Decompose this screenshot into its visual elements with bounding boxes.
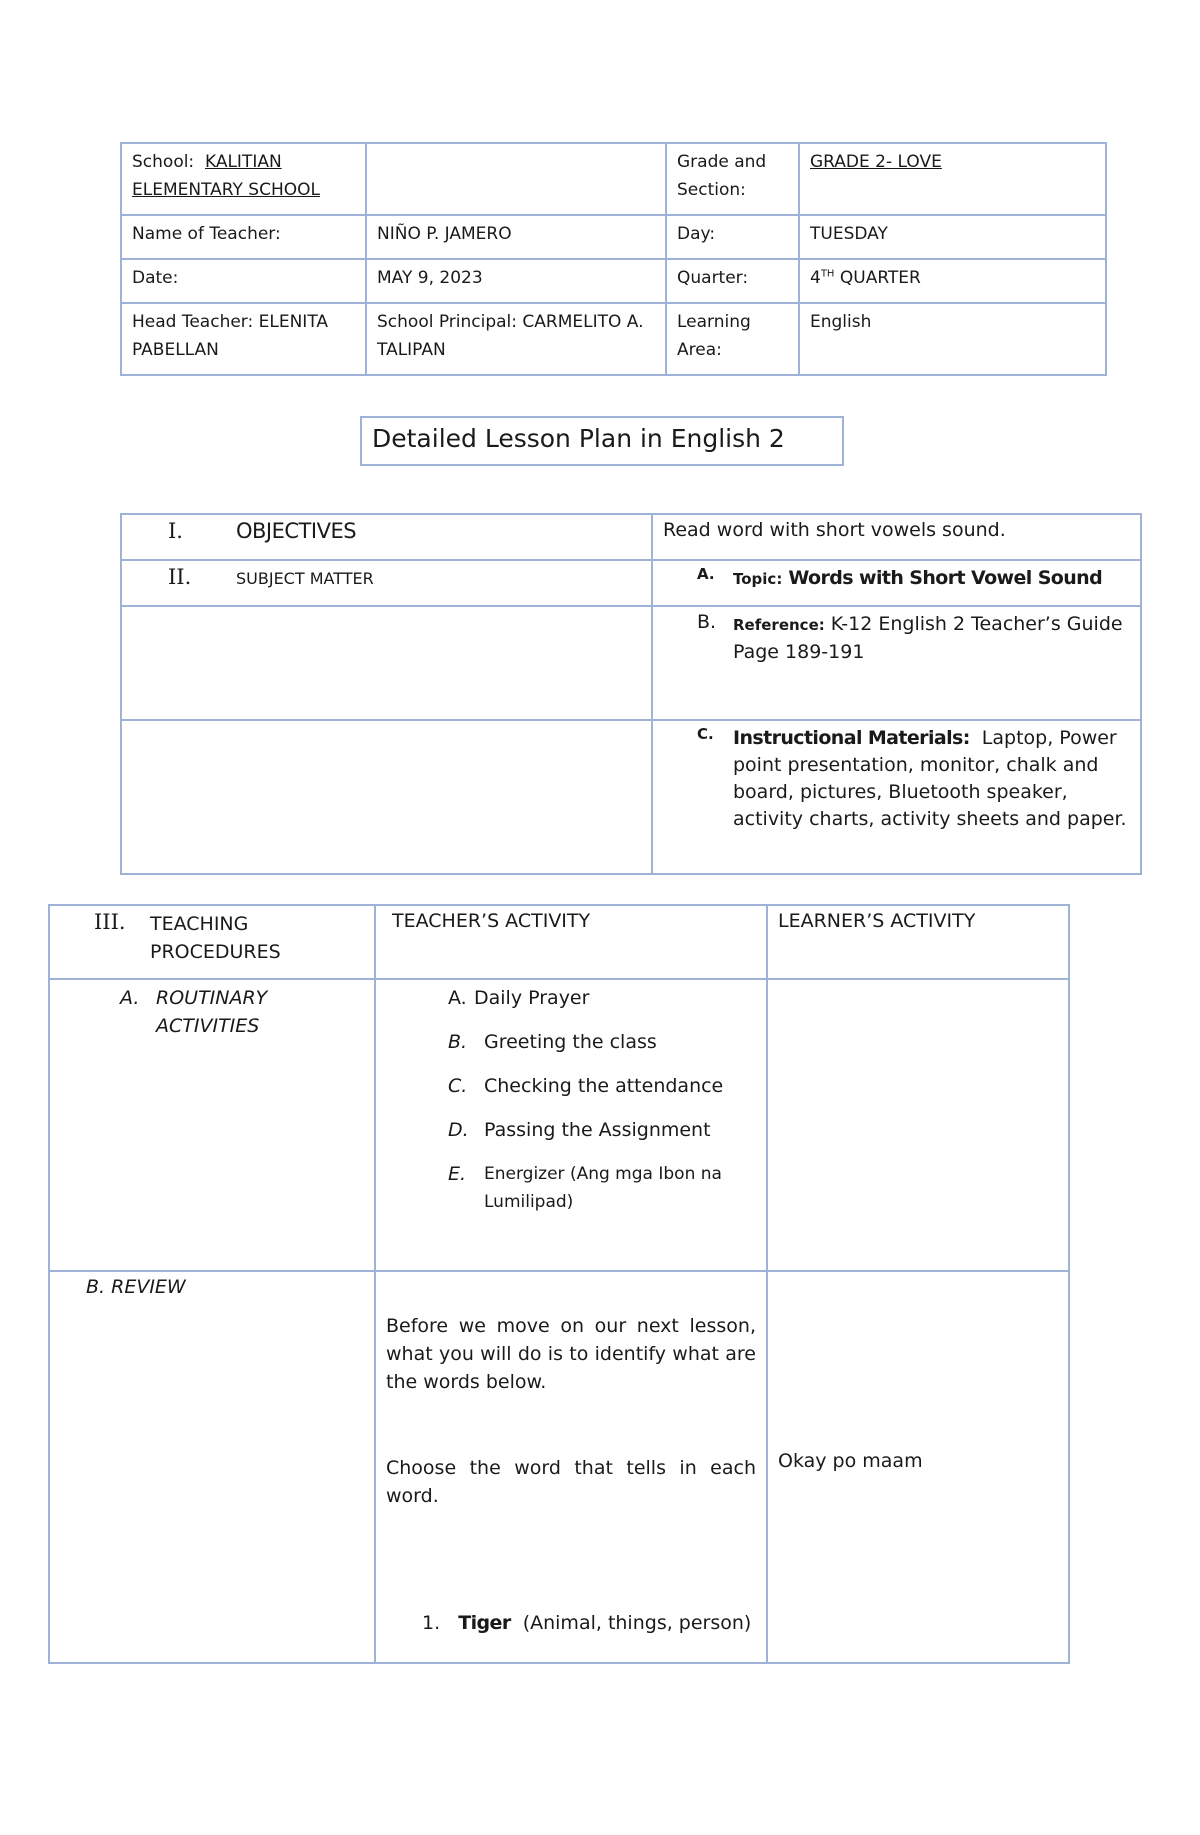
routinary-activities xyxy=(375,979,767,1271)
subject-heading: II. SUBJECT MATTER xyxy=(121,560,652,606)
school-value: KALITIAN ELEMENTARY SCHOOL xyxy=(132,152,320,200)
objectives-heading: I. OBJECTIVES xyxy=(121,514,652,560)
date-label: Date: xyxy=(121,259,366,303)
head-teacher: Head Teacher: ELENITA PABELLAN xyxy=(121,303,366,375)
teacher-activity-header: TEACHER’S ACTIVITY xyxy=(375,905,767,979)
procedures-table xyxy=(48,904,1070,1664)
materials-cell: C. Instructional Materials: Laptop, Power point presentation, monitor, chalk and board, pictures, Bluetooth speaker, activity charts, activity sheets and paper. xyxy=(652,720,1141,874)
teacher-label: Name of Teacher: xyxy=(121,215,366,259)
school-cell: School: KALITIAN ELEMENTARY SCHOOL xyxy=(121,143,366,215)
day-value: TUESDAY xyxy=(799,215,1106,259)
topic-cell: A. Topic: Words with Short Vowel Sound xyxy=(652,560,1141,606)
quarter-value: 4TH QUARTER xyxy=(799,259,1106,303)
grade-value: GRADE 2- LOVE xyxy=(799,143,1106,215)
list-item: D. Passing the Assignment xyxy=(448,1119,711,1141)
review-item: 1. Tiger (Animal, things, person) xyxy=(422,1612,752,1634)
list-item: A. Daily Prayer xyxy=(448,987,590,1009)
routinary-label: A. ROUTINARY ACTIVITIES xyxy=(49,979,375,1271)
empty-cell xyxy=(366,143,666,215)
empty-cell xyxy=(767,979,1069,1271)
learner-response: Okay po maam xyxy=(767,1271,1069,1663)
objectives-table xyxy=(120,513,1142,875)
list-item: E. Energizer (Ang mga Ibon na Lumilipad) xyxy=(448,1163,722,1212)
review-label: B. REVIEW xyxy=(49,1271,375,1663)
day-label: Day: xyxy=(666,215,799,259)
empty-cell xyxy=(121,720,652,874)
objectives-text: Read word with short vowels sound. xyxy=(652,514,1141,560)
quarter-label: Quarter: xyxy=(666,259,799,303)
lesson-title: Detailed Lesson Plan in English 2 xyxy=(360,416,844,466)
procedures-heading: III. TEACHING PROCEDURES xyxy=(49,905,375,979)
empty-cell xyxy=(121,606,652,720)
grade-label: Grade and Section: xyxy=(666,143,799,215)
area-label: Learning Area: xyxy=(666,303,799,375)
teacher-value: NIÑO P. JAMERO xyxy=(366,215,666,259)
reference-cell: B. Reference: K-12 English 2 Teacher’s Guide Page 189-191 xyxy=(652,606,1141,720)
principal: School Principal: CARMELITO A. TALIPAN xyxy=(366,303,666,375)
header-table xyxy=(120,142,1107,376)
review-activity: Before we move on our next lesson, what you will do is to identify what are the words below. Choose the word that tells in each word. 1. Tiger (Animal, things, person) xyxy=(375,1271,767,1663)
list-item: C. Checking the attendance xyxy=(448,1075,724,1097)
list-item: B. Greeting the class xyxy=(448,1031,657,1053)
area-value: English xyxy=(799,303,1106,375)
learner-activity-header: LEARNER’S ACTIVITY xyxy=(767,905,1069,979)
date-value: MAY 9, 2023 xyxy=(366,259,666,303)
